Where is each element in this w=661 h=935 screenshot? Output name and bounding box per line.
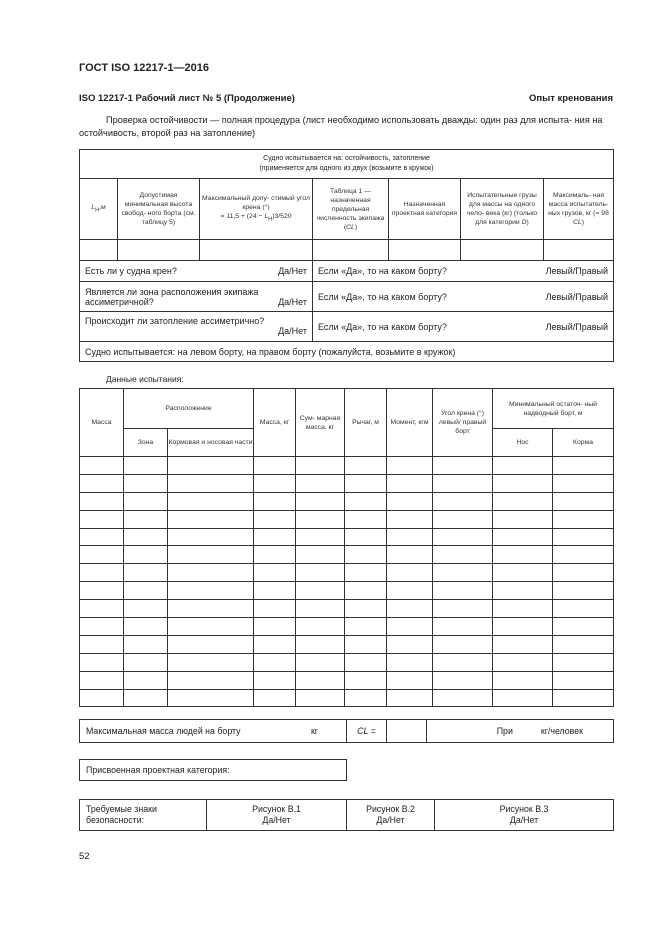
col-aft-bow: Кормовая и носовая части	[168, 429, 254, 457]
table-row	[80, 689, 614, 707]
table-cell[interactable]	[124, 492, 168, 510]
table-cell[interactable]	[254, 546, 296, 564]
table-cell[interactable]	[433, 564, 493, 582]
table-cell[interactable]	[168, 582, 254, 600]
signs-label	[80, 800, 207, 831]
table-cell[interactable]	[296, 635, 345, 653]
question-heel	[80, 261, 313, 282]
table-cell[interactable]	[80, 618, 124, 636]
table-cell[interactable]	[433, 653, 493, 671]
stability-value-row	[80, 240, 614, 261]
table-cell[interactable]	[433, 510, 493, 528]
table-cell[interactable]	[168, 653, 254, 671]
per-person-unit: кг/человек	[540, 726, 583, 736]
table-cell[interactable]	[254, 582, 296, 600]
at-label: При	[496, 726, 513, 736]
table-row	[80, 564, 614, 582]
table-cell[interactable]	[493, 546, 553, 564]
table-cell[interactable]	[296, 564, 345, 582]
value-cell[interactable]	[313, 240, 389, 261]
max-mass-unit: кг	[310, 726, 318, 736]
table-cell[interactable]	[493, 618, 553, 636]
table-cell[interactable]	[387, 618, 433, 636]
table-row	[80, 528, 614, 546]
table-cell[interactable]	[387, 546, 433, 564]
table-row	[80, 635, 614, 653]
question-side-2-text: Если «Да», то на каком борту?	[318, 291, 447, 302]
col-max-mass-cl: CL	[573, 219, 582, 226]
table-cell[interactable]	[296, 689, 345, 707]
table-cell[interactable]	[553, 564, 614, 582]
table-cell[interactable]	[80, 546, 124, 564]
table-cell[interactable]	[387, 635, 433, 653]
table-cell[interactable]	[296, 618, 345, 636]
table-cell[interactable]	[80, 635, 124, 653]
question-zone-answer[interactable]: Да/Нет	[278, 296, 307, 307]
table-row	[80, 546, 614, 564]
col-crew-limit-cl: CL	[346, 223, 355, 231]
table-cell[interactable]	[493, 689, 553, 707]
col-max-angle-a: Максимальный допу- стимый угол крена (°)	[202, 194, 310, 211]
table-cell[interactable]	[493, 474, 553, 492]
table-cell[interactable]	[124, 600, 168, 618]
table-cell[interactable]	[345, 689, 387, 707]
table-cell[interactable]	[493, 510, 553, 528]
table-cell[interactable]	[553, 689, 614, 707]
safety-signs-table	[79, 799, 614, 831]
col-crew-limit	[313, 179, 389, 240]
table-cell[interactable]	[553, 671, 614, 689]
table-cell[interactable]	[254, 457, 296, 475]
question-flood-answer[interactable]: Да/Нет	[278, 326, 307, 336]
table-cell[interactable]	[296, 582, 345, 600]
table-cell[interactable]	[124, 653, 168, 671]
sign-figure-b2-answer: Да/Нет	[376, 815, 405, 825]
col-lh-unit: ,м	[99, 203, 106, 211]
table-row	[80, 510, 614, 528]
table-cell[interactable]	[254, 528, 296, 546]
test-type-caption	[80, 150, 614, 179]
col-min-freeboard: Минимальный остаточ- ный надводный борт, м	[493, 389, 614, 429]
sign-figure-b3[interactable]	[435, 800, 614, 831]
table-cell[interactable]	[254, 474, 296, 492]
table-cell[interactable]	[433, 635, 493, 653]
table-cell[interactable]	[433, 546, 493, 564]
table-cell[interactable]	[80, 653, 124, 671]
table-cell[interactable]	[168, 635, 254, 653]
table-cell[interactable]	[345, 474, 387, 492]
value-cell[interactable]	[80, 240, 118, 261]
sign-figure-b3-title: Рисунок В.3	[499, 804, 549, 814]
table-cell[interactable]	[124, 546, 168, 564]
table-cell[interactable]	[80, 474, 124, 492]
col-lh-main: L	[91, 203, 96, 211]
col-max-angle-formula	[200, 212, 312, 224]
question-side-1-answer[interactable]: Левый/Правый	[545, 266, 609, 276]
col-sum-mass: Сум- марная масса, кг	[296, 389, 345, 457]
table-cell[interactable]	[80, 671, 124, 689]
table-cell[interactable]	[433, 474, 493, 492]
table-cell[interactable]	[168, 546, 254, 564]
sign-figure-b2-title: Рисунок В.2	[366, 804, 415, 814]
table-row	[80, 474, 614, 492]
table-cell[interactable]	[80, 492, 124, 510]
table-cell[interactable]	[493, 528, 553, 546]
table-row	[80, 582, 614, 600]
question-zone-line2: ассиметричной?	[85, 296, 154, 307]
assigned-category[interactable]: Присвоенная проектная категория:	[80, 760, 347, 781]
table-cell[interactable]	[168, 474, 254, 492]
table-cell[interactable]	[168, 510, 254, 528]
value-cell[interactable]	[461, 240, 544, 261]
table-cell[interactable]	[553, 653, 614, 671]
table-cell[interactable]	[387, 689, 433, 707]
table-cell[interactable]	[553, 618, 614, 636]
question-side-2	[313, 282, 614, 312]
table-cell[interactable]	[254, 618, 296, 636]
table-cell[interactable]	[254, 635, 296, 653]
signs-label-line1: Требуемые знаки	[86, 804, 157, 814]
col-test-weights-b: )	[526, 219, 529, 226]
table-cell[interactable]	[124, 618, 168, 636]
col-moment: Момент, кгм	[387, 389, 433, 457]
col-min-height: Допустимая минимальная высота свобод- ного борта (см. таблицу 5)	[118, 179, 200, 240]
table-cell[interactable]	[254, 564, 296, 582]
table-cell[interactable]	[168, 492, 254, 510]
table-cell[interactable]	[493, 492, 553, 510]
tested-side[interactable]: Судно испытывается: на левом борту, на правом борту (пожалуйста, возьмите в кружок)	[80, 342, 614, 362]
question-side-1-text: Если «Да», то на каком борту?	[318, 266, 447, 276]
table-cell[interactable]	[387, 474, 433, 492]
standard-number: ГОСТ ISO 12217-1—2016	[79, 62, 209, 74]
table-cell[interactable]	[124, 671, 168, 689]
col-max-angle-c: )3/520	[272, 212, 292, 220]
sign-figure-b3-answer: Да/Нет	[509, 815, 539, 825]
sign-figure-b2[interactable]	[347, 800, 435, 831]
sign-figure-b1-title: Рисунок В.1	[252, 804, 301, 814]
table-cell[interactable]	[493, 635, 553, 653]
table-cell[interactable]	[296, 457, 345, 475]
table-cell[interactable]	[553, 582, 614, 600]
table-cell[interactable]	[387, 582, 433, 600]
table-cell[interactable]	[168, 528, 254, 546]
table-cell[interactable]	[254, 492, 296, 510]
col-bow: Нос	[493, 429, 553, 457]
table-cell[interactable]	[345, 457, 387, 475]
test-data-label: Данные испытания:	[106, 374, 184, 384]
question-side-1	[313, 261, 614, 282]
table-cell[interactable]	[296, 546, 345, 564]
table-row	[80, 618, 614, 636]
test-type-line1: Судно испытывается на: остойчивость, затопление	[263, 155, 430, 162]
table-cell[interactable]	[387, 564, 433, 582]
table-cell[interactable]	[553, 457, 614, 475]
table-cell[interactable]	[493, 582, 553, 600]
table-cell[interactable]	[433, 689, 493, 707]
intro-text: Проверка остойчивости — полная процедура (лист необходимо использовать дважды: один раз для испыта- ния на остойчивость, второй раз на затопление)	[79, 115, 603, 138]
table-cell[interactable]	[387, 510, 433, 528]
sign-figure-b1[interactable]	[207, 800, 347, 831]
table-cell[interactable]	[553, 635, 614, 653]
table-cell[interactable]	[433, 528, 493, 546]
table-cell[interactable]	[80, 600, 124, 618]
table-cell[interactable]	[80, 457, 124, 475]
table-cell[interactable]	[387, 492, 433, 510]
table-cell[interactable]	[168, 689, 254, 707]
question-side-3-text: Если «Да», то на каком борту?	[318, 321, 447, 332]
table-cell[interactable]	[124, 528, 168, 546]
table-cell[interactable]	[345, 618, 387, 636]
col-stern: Корма	[553, 429, 614, 457]
table-cell[interactable]	[254, 600, 296, 618]
table-cell[interactable]	[345, 653, 387, 671]
table-cell[interactable]	[254, 689, 296, 707]
question-flood-text: Происходит ли затопление ассиметрично?	[85, 316, 265, 326]
max-mass-cell	[80, 720, 347, 743]
table-cell[interactable]	[296, 510, 345, 528]
table-cell[interactable]	[124, 582, 168, 600]
table-cell[interactable]	[493, 457, 553, 475]
table-cell[interactable]	[168, 671, 254, 689]
test-data-table	[79, 388, 614, 707]
table-cell[interactable]	[345, 671, 387, 689]
table-cell[interactable]	[553, 528, 614, 546]
table-cell[interactable]	[387, 457, 433, 475]
table-cell[interactable]	[254, 671, 296, 689]
question-flood	[80, 312, 313, 342]
assigned-category-table	[79, 759, 347, 781]
table-cell[interactable]	[168, 600, 254, 618]
table-cell[interactable]	[387, 653, 433, 671]
value-cell[interactable]	[200, 240, 313, 261]
col-mass: Масса	[80, 389, 124, 457]
value-cell[interactable]	[544, 240, 614, 261]
table-cell[interactable]	[296, 600, 345, 618]
test-type-line2: (применяется для одного из двух (возьмите в кружок)	[259, 165, 434, 172]
table-cell[interactable]	[553, 492, 614, 510]
col-lever: Рычаг, м	[345, 389, 387, 457]
col-zone: Зона	[124, 429, 168, 457]
table-cell[interactable]	[433, 492, 493, 510]
table-cell[interactable]	[168, 618, 254, 636]
table-cell[interactable]	[433, 600, 493, 618]
table-cell[interactable]	[124, 564, 168, 582]
table-cell[interactable]	[80, 564, 124, 582]
table-cell[interactable]	[296, 492, 345, 510]
question-zone-line1: Является ли зона расположения экипажа	[85, 286, 259, 297]
table-cell[interactable]	[124, 635, 168, 653]
table-cell[interactable]	[254, 653, 296, 671]
table-cell[interactable]	[553, 600, 614, 618]
cl-label: CL =	[347, 720, 387, 743]
table-cell[interactable]	[345, 564, 387, 582]
question-heel-text: Есть ли у судна крен?	[85, 266, 177, 276]
table-cell[interactable]	[168, 564, 254, 582]
table-cell[interactable]	[124, 510, 168, 528]
sign-figure-b1-answer: Да/Нет	[262, 815, 291, 825]
worksheet-title: ISO 12217-1 Рабочий лист № 5 (Продолжение)	[79, 93, 295, 104]
table-cell[interactable]	[433, 582, 493, 600]
table-cell[interactable]	[387, 671, 433, 689]
table-cell[interactable]	[296, 528, 345, 546]
col-max-mass	[544, 179, 614, 240]
table-cell[interactable]	[80, 582, 124, 600]
question-side-3-answer[interactable]: Левый/Правый	[545, 321, 609, 332]
page-number: 52	[79, 851, 90, 862]
table-cell[interactable]	[493, 564, 553, 582]
table-row	[80, 600, 614, 618]
col-lh	[80, 179, 118, 240]
max-mass-table	[79, 719, 614, 743]
table-cell[interactable]	[124, 457, 168, 475]
table-cell[interactable]	[493, 653, 553, 671]
question-side-3	[313, 312, 614, 342]
table-cell[interactable]	[345, 492, 387, 510]
col-crew-limit-b: )	[354, 223, 358, 231]
table-cell[interactable]	[80, 689, 124, 707]
col-crew-limit-a: Таблица 1 — назначенная предельная численность экипажа (	[316, 187, 385, 231]
question-heel-answer[interactable]: Да/Нет	[278, 266, 307, 276]
table-cell[interactable]	[345, 546, 387, 564]
col-test-weights-a: Испытательные грузы для массы на одного чело- века (кг) (только для категории	[466, 192, 538, 226]
table-cell[interactable]	[254, 510, 296, 528]
table-cell[interactable]	[345, 528, 387, 546]
table-cell[interactable]	[345, 582, 387, 600]
col-test-weights	[461, 179, 544, 240]
table-cell[interactable]	[433, 671, 493, 689]
table-cell[interactable]	[553, 510, 614, 528]
col-mass-kg: Масса, кг	[254, 389, 296, 457]
experiment-title: Опыт кренования	[528, 93, 613, 104]
max-mass-label: Максимальная масса людей на борту	[86, 726, 241, 736]
table-cell[interactable]	[124, 474, 168, 492]
table-cell[interactable]	[553, 474, 614, 492]
signs-label-line2: безопасности:	[86, 815, 145, 825]
table-row	[80, 671, 614, 689]
table-row	[80, 653, 614, 671]
table-row	[80, 457, 614, 475]
table-cell[interactable]	[345, 635, 387, 653]
table-cell[interactable]	[493, 600, 553, 618]
col-lh-sub: H	[95, 207, 100, 214]
table-cell[interactable]	[345, 600, 387, 618]
col-heel-angle: Угол крена (°) левый/ правый борт	[433, 389, 493, 457]
col-location: Расположение	[124, 389, 254, 429]
table-cell[interactable]	[387, 600, 433, 618]
question-zone	[80, 282, 313, 312]
table-cell[interactable]	[493, 671, 553, 689]
col-max-angle-sub: H	[268, 216, 273, 223]
table-cell[interactable]	[553, 546, 614, 564]
col-max-mass-b: )	[581, 219, 584, 226]
cl-value[interactable]	[387, 720, 427, 743]
col-max-mass-a: Максималь- ная масса испытатель- ных грузов, кг (= 98	[548, 192, 609, 217]
table-cell[interactable]	[296, 474, 345, 492]
question-side-2-answer[interactable]: Левый/Правый	[545, 291, 609, 302]
per-person-cell	[427, 720, 614, 743]
table-cell[interactable]	[296, 671, 345, 689]
stability-table	[79, 149, 614, 362]
value-cell[interactable]	[118, 240, 200, 261]
col-max-angle	[200, 179, 313, 240]
table-row	[80, 492, 614, 510]
table-cell[interactable]	[345, 510, 387, 528]
col-design-category: Назначенная проектная категория	[389, 179, 461, 240]
value-cell[interactable]	[389, 240, 461, 261]
table-cell[interactable]	[296, 653, 345, 671]
table-cell[interactable]	[80, 510, 124, 528]
table-cell[interactable]	[433, 457, 493, 475]
table-cell[interactable]	[80, 528, 124, 546]
table-cell[interactable]	[387, 528, 433, 546]
table-cell[interactable]	[124, 689, 168, 707]
col-max-angle-b: = 11,5 + (24 − L	[220, 212, 269, 220]
col-test-weights-d: D	[521, 219, 527, 226]
table-cell[interactable]	[168, 457, 254, 475]
table-cell[interactable]	[433, 618, 493, 636]
